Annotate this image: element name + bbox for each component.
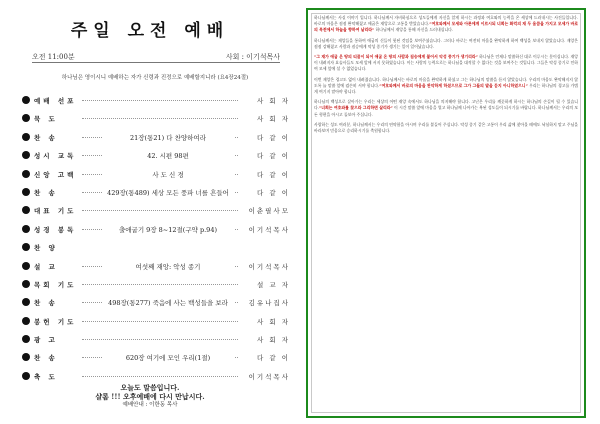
order-person: 이기석목사: [244, 225, 290, 234]
order-row: [22, 93, 290, 111]
order-row: [22, 130, 290, 148]
header-divider: [32, 62, 280, 63]
bullet-icon: [22, 151, 30, 159]
sermon-paragraph: 사랑하는 성도 여러분, 하나님께서는 우리의 연약함을 아시며 우리를 붙들어 주십니다. 악성 종기 같은 고통이 우리 삶에 찾아올 때에도 낙심하지 말고 주님을 바라보며 믿음으로 승리하시기를 축원합니다.: [314, 121, 578, 134]
order-label: 성경 봉독: [34, 225, 77, 234]
sermon-paragraph: 이번 재앙은 경고도 없이 내려졌습니다. 하나님께서는 바로의 마음을 완악하게 하셨고 그는 하나님의 말씀을 듣지 않았습니다. 우리의 마음도 완악해지지 않도록 늘 말씀 앞에 겸손히 서야 합니다.“여호와께서 바로의 마음을 완악하게 하셨으므로 그가 그들의 말을 듣지 아니하였으니” 우리는 하나님의 경고를 가볍게 여기지 말아야 합니다.: [314, 76, 579, 95]
dotted-leader: [82, 376, 238, 377]
order-label: 찬 양: [34, 244, 58, 253]
stand-bullet-icon: [22, 133, 30, 141]
order-person: 사 회 자: [244, 96, 290, 105]
sermon-paragraph: 하나님께서는 재앙들을 통하여 애굽의 신들이 헛된 것임을 보여주셨습니다. 그러나 바로는 여전히 마음을 완악하게 하여 백성을 보내지 않았습니다. 재앙은 점점 강해졌고 사람과 짐승에게 악성 종기가 생기는 일이 일어났습니다.: [314, 37, 578, 49]
order-row: [22, 295, 290, 313]
order-label: 설 교: [34, 262, 58, 271]
bullet-icon: [22, 188, 30, 196]
order-detail: 여섯째 재앙: 악성 종기: [102, 262, 234, 271]
sermon-inner-border: [311, 13, 581, 413]
order-label: 목회 기도: [34, 280, 77, 289]
order-person: 다 같 이: [244, 188, 290, 197]
closing-line-1: 오늘도 말씀입니다.: [120, 383, 180, 392]
sermon-panel: [306, 8, 586, 418]
dotted-leader: [82, 339, 238, 340]
closing-message: [0, 383, 300, 410]
sermon-paragraph: 하나님께서는 사실 이야기 입니다. 하나님께서 자비하심으로 성도들에게 자신을 알게 하시는 과정과 여호와의 능력을 온 세상에 드러내시는 사건들입니다. 바로의 마음은 점점 완악해졌고 애굽은 재앙으로 고통을 받았습니다.“여호와께서 모세와 아론에게 이르시되 너희는 화덕의 재 두 움큼을 가지고 모세가 바로의 목전에서 하늘을 향하여 날리라” 하나님께서 재앙을 통해 자신을 드러내십니다.: [314, 15, 578, 33]
dotted-leader: [82, 321, 238, 322]
order-detail: 498장(통277) 죽음에 사는 백성들을 보라: [102, 298, 234, 307]
order-row: [22, 148, 290, 166]
bullet-icon: [22, 206, 30, 214]
bullet-icon: [22, 335, 30, 343]
order-row: [22, 111, 290, 129]
dotted-leader: [82, 100, 238, 101]
service-time: 오전 11:00분: [32, 53, 75, 61]
order-person: 다 같 이: [244, 353, 290, 362]
order-detail: 620장 여기에 모인 우리(1절): [102, 353, 234, 362]
page-title: 주일 오전 예배: [70, 21, 230, 41]
order-row: [22, 332, 290, 350]
order-person: 김유나집사: [244, 298, 290, 307]
dotted-leader: [82, 118, 238, 119]
closing-line-2: 샬롬 !!! 오후예배에 다시 만납시다.: [95, 392, 205, 401]
order-label: 축 도: [34, 372, 58, 381]
order-person: 사 회 자: [244, 317, 290, 326]
sermon-paragraph: “그 재가 애굽 온 땅의 티끌이 되어 애굽 온 땅의 사람과 짐승에게 붙어서 악성 종기가 생기리라” 하나님은 언제나 말씀하신 대로 이루시는 분이십니다. 재앙이 내려지자 요술사들도 모세 앞에 서지 못하였습니다. 이는 사람의 능력으로는 하나님을 대적할 수 없다는 것을 보여주는 것입니다. 그들은 악성 종기로 인하여 모세 앞에 설 수 없었습니다.: [314, 54, 578, 72]
order-label: 찬 송: [34, 188, 58, 197]
order-row: [22, 240, 290, 258]
bullet-icon: [22, 317, 30, 325]
order-person: 설 교 자: [244, 280, 290, 289]
order-label: 찬 송: [34, 133, 58, 142]
order-label: 신앙 고백: [34, 170, 77, 179]
bullet-icon: [22, 225, 30, 233]
order-person: 이춘필사모: [244, 206, 290, 215]
sermon-paragraph: 하나님의 백성으로 살아가는 우리는 세상의 어떤 재앙 속에서도 하나님을 의지해야 합니다. 고난은 우리를 깨끗하게 하시는 하나님의 손길이 될 수 있습니다.“너희는 여호와를 찾으라 그리하면 살리라” 이 시간 말씀 앞에 마음을 열고 하나님께 나아가는 복된 성도들이 되시기를 바랍니다. 하나님께서는 우리의 모든 형편을 아시고 돌보아 주십니다.: [314, 99, 578, 117]
bullet-icon: [22, 243, 30, 251]
order-person: 다 같 이: [244, 133, 290, 142]
order-label: 대표 기도: [34, 207, 77, 216]
order-label: 예배 선포: [34, 97, 77, 105]
bullet-icon: [22, 96, 30, 104]
order-row: [22, 314, 290, 332]
stand-bullet-icon: [22, 372, 30, 380]
order-row: [22, 259, 290, 277]
order-person: 다 같 이: [244, 170, 290, 179]
order-person: 이기석목사: [244, 262, 290, 271]
order-detail: 사 도 신 경: [102, 170, 234, 179]
order-label: 묵 도: [34, 115, 58, 124]
order-label: 광 고: [34, 336, 58, 345]
order-label: 찬 송: [34, 354, 58, 363]
service-leader: 사회 : 이기석목사: [225, 53, 280, 61]
bullet-icon: [22, 280, 30, 288]
order-detail: 429장(통489) 세상 모든 풍파 너를 흔들어: [102, 188, 234, 197]
order-of-worship: [22, 93, 290, 387]
scripture-subtitle: 하나님은 영이시니 예배하는 자가 신령과 진정으로 예배할지니라 (요4장24절): [61, 75, 249, 81]
order-row: [22, 185, 290, 203]
order-person: 사 회 자: [244, 335, 290, 344]
bullet-icon: [22, 298, 30, 306]
bullet-icon: [22, 262, 30, 270]
bullet-icon: [22, 114, 30, 122]
order-label: 찬 송: [34, 299, 58, 308]
order-person: 사 회 자: [244, 114, 290, 123]
order-person: 이기석목사: [244, 372, 290, 381]
order-row: [22, 277, 290, 295]
order-person: 다 같 이: [244, 151, 290, 160]
dotted-leader: [82, 210, 238, 211]
order-label: 성시 교독: [34, 152, 77, 161]
order-detail: 21장(통21) 다 찬양하여라: [102, 133, 234, 142]
order-row: [22, 167, 290, 185]
stand-bullet-icon: [22, 353, 30, 361]
closing-line-3: 예배안내 : 이한동 목사: [122, 402, 178, 408]
stand-bullet-icon: [22, 170, 30, 178]
order-row: [22, 222, 290, 240]
order-detail: 출애굽기 9장 8~12절(구약 p.94): [102, 225, 234, 234]
order-row: [22, 350, 290, 368]
order-row: [22, 203, 290, 221]
dotted-leader: [82, 284, 238, 285]
order-label: 봉헌 기도: [34, 317, 77, 326]
order-detail: 42. 시편 98편: [102, 151, 234, 160]
